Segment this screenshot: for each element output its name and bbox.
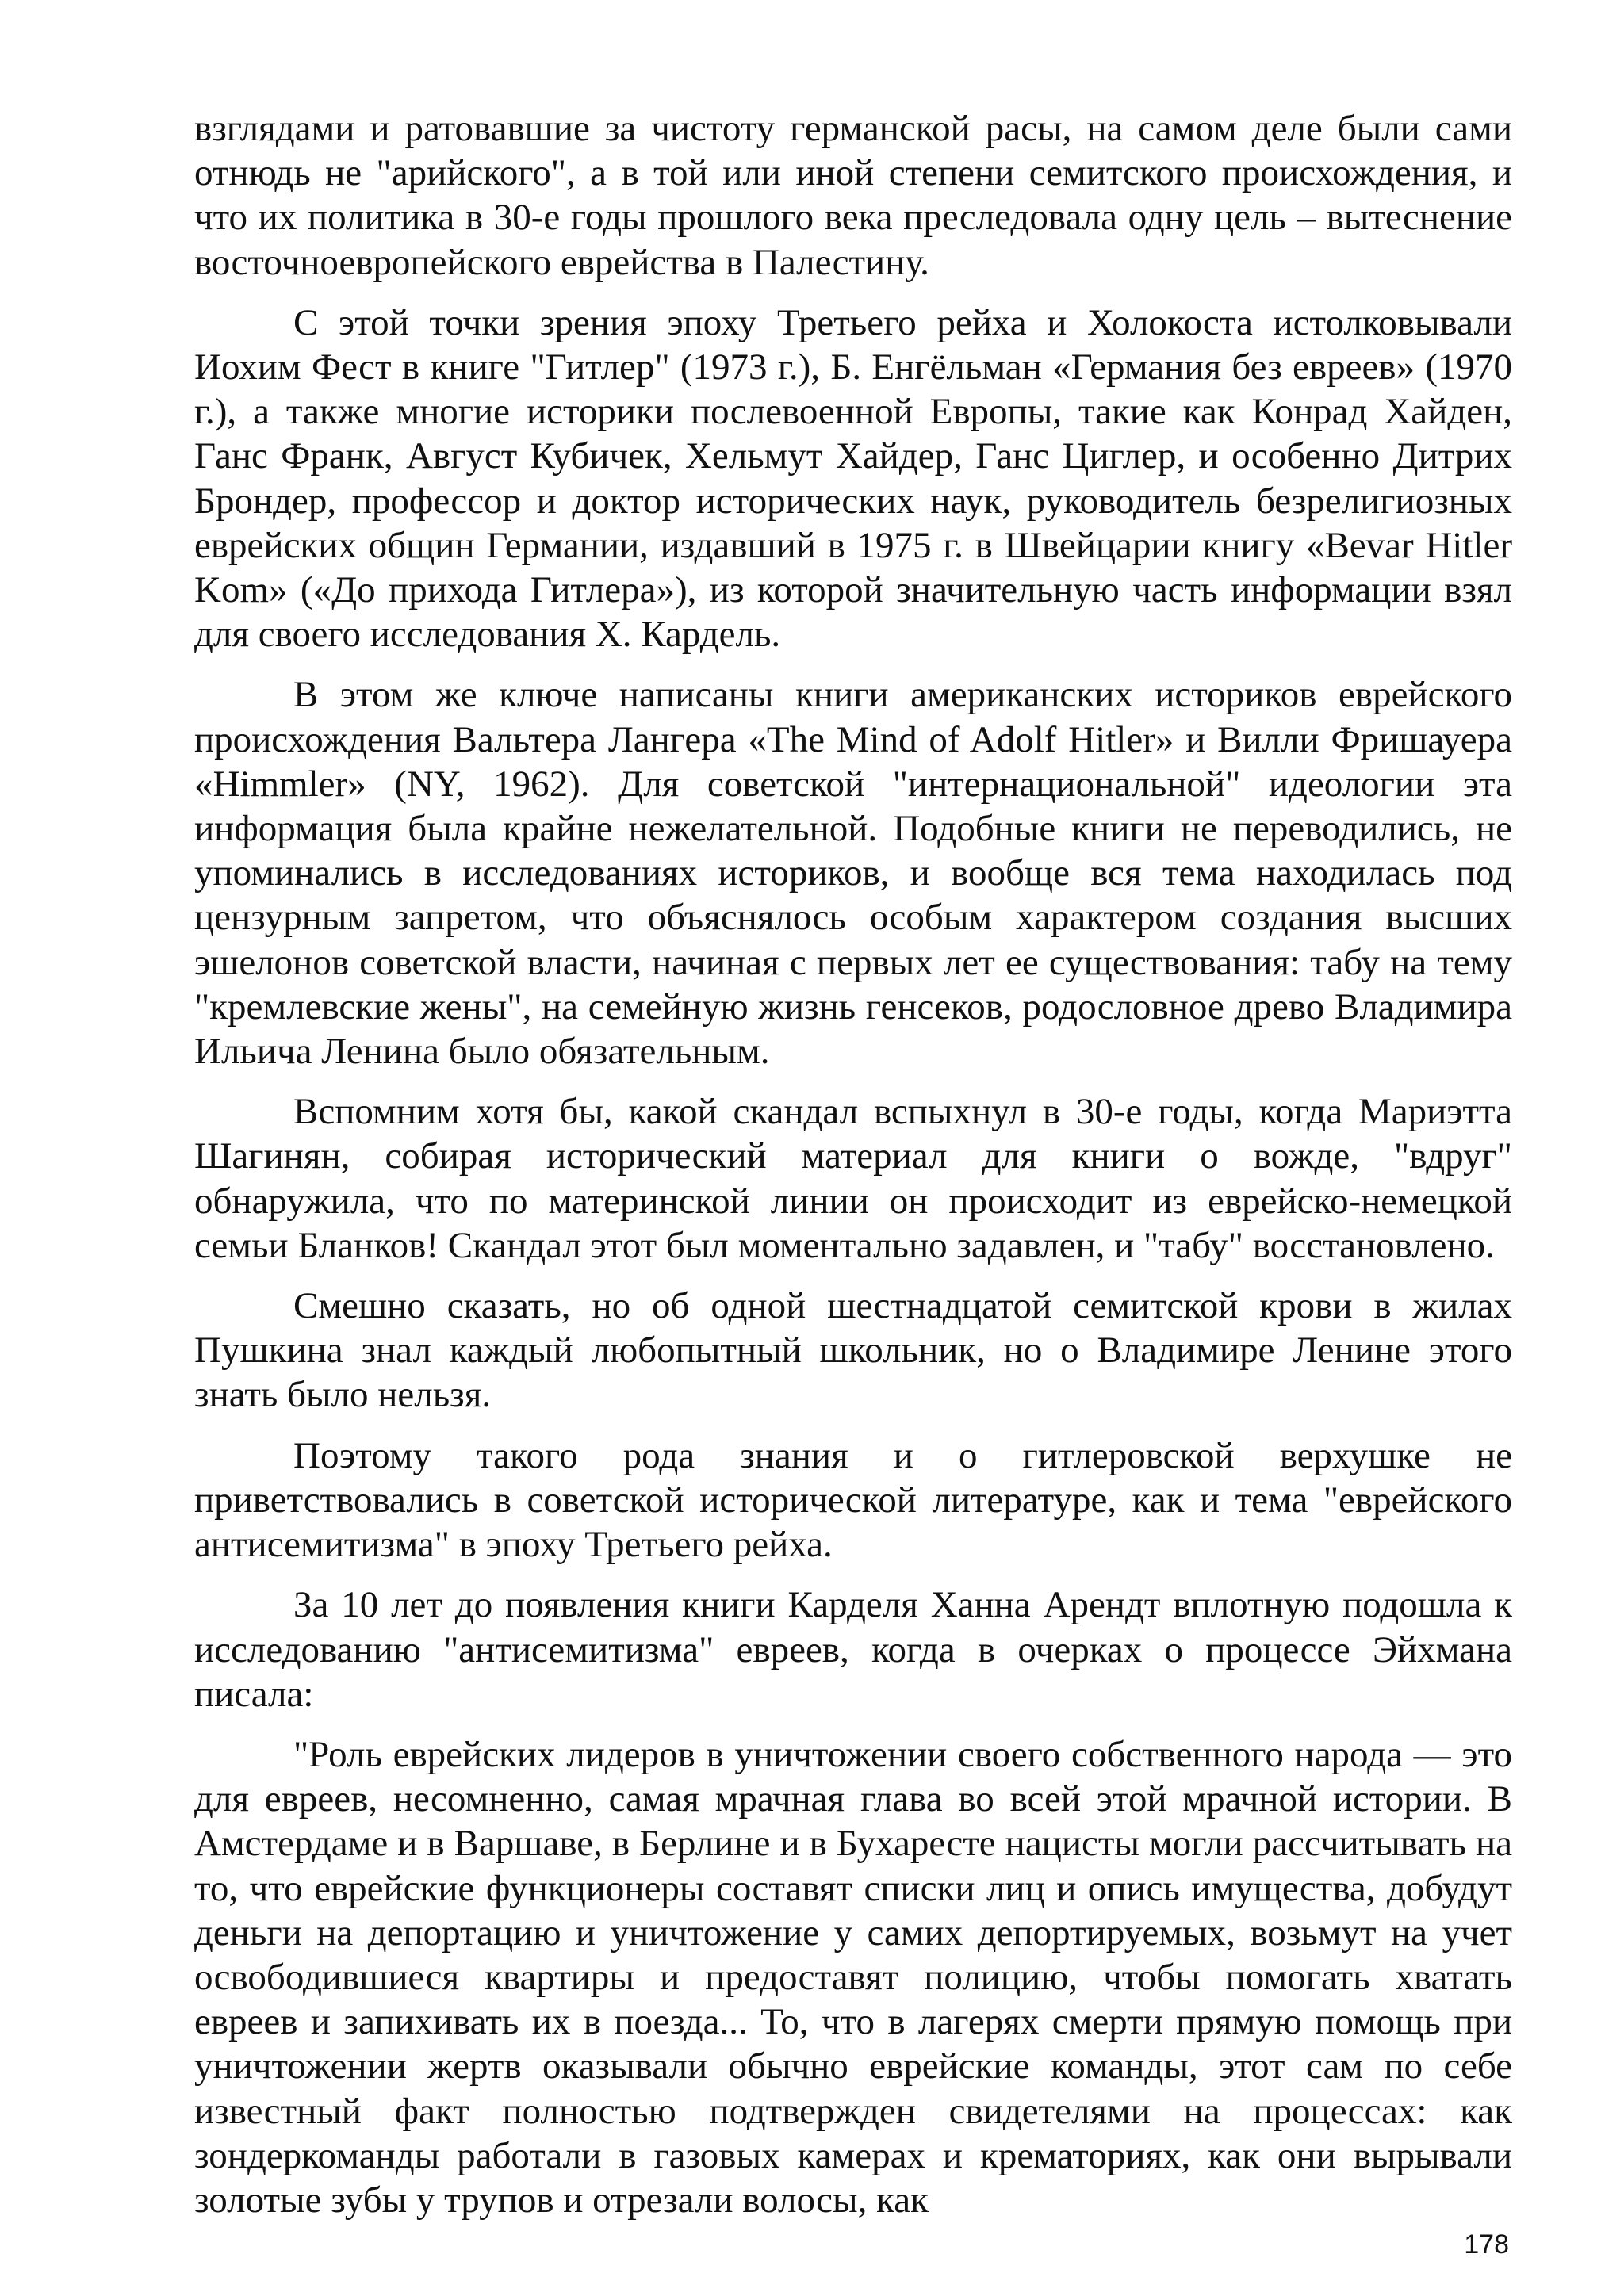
paragraph-continuation: взглядами и ратовавшие за чистоту германской расы, на самом деле были сами отнюдь не "арийского", а в той или иной степени семитского происхождения, и что их политика в 30-е годы прошлого века преследовала одну цель – вытеснение восточноевропейского еврейства в Палестину. bbox=[194, 108, 1512, 283]
page-number: 178 bbox=[1464, 2229, 1509, 2260]
paragraph: Поэтому такого рода знания и о гитлеровской верхушке не приветствовались в советской исторической литературе, как и тема "еврейского антисемитизма" в эпоху Третьего рейха. bbox=[194, 1434, 1512, 1566]
paragraph: В этом же ключе написаны книги американских историков еврейского происхождения Вальтера Лангера «The Mind of Adolf Hitler» и Вилли Фришауера «Himmler» (NY, 1962). Для советской "интернациональной" идеологии эта информация была крайне нежелательной. Подобные книги не переводились, не упоминались в исследованиях историков, и вообще вся тема находилась под цензурным запретом, что объяснялось особым характером создания высших эшелонов советской власти, начиная с первых лет ее существования: табу на тему "кремлевские жены", на семейную жизнь генсеков, родословное древо Владимира Ильича Ленина было обязательным. bbox=[194, 674, 1512, 1073]
paragraph: Вспомним хотя бы, какой скандал вспыхнул в 30-е годы, когда Мариэтта Шагинян, собирая исторический материал для книги о вожде, "вдруг" обнаружила, что по материнской линии он происходит из еврейско-немецкой семьи Бланков! Скандал этот был моментально задавлен, и "табу" восстановлено. bbox=[194, 1091, 1512, 1266]
paragraph: Смешно сказать, но об одной шестнадцатой семитской крови в жилах Пушкина знал каждый любопытный школьник, но о Владимире Ленине этого знать было нельзя. bbox=[194, 1285, 1512, 1416]
quote-paragraph: "Роль еврейских лидеров в уничтожении своего собственного народа — это для евреев, несомненно, самая мрачная глава во всей этой мрачной истории. В Амстердаме и в Варшаве, в Берлине и в Бухаресте нацисты могли рассчитывать на то, что еврейские функционеры составят списки лиц и опись имущества, добудут деньги на депортацию и уничтожение у самих депортируемых, возьмут на учет освободившиеся квартиры и предоставят полицию, чтобы помогать хватать евреев и запихивать их в поезда... То, что в лагерях смерти прямую помощь при уничтожении жертв оказывали обычно еврейские команды, этот сам по себе известный факт полностью подтвержден свидетелями на процессах: как зондеркоманды работали в газовых камерах и крематориях, как они вырывали золотые зубы у трупов и отрезали волосы, как bbox=[194, 1733, 1512, 2221]
paragraph: С этой точки зрения эпоху Третьего рейха и Холокоста истолковывали Иохим Фест в книге "Гитлер" (1973 г.), Б. Енгёльман «Германия без евреев» (1970 г.), а также многие историки послевоенной Европы, такие как Конрад Хайден, Ганс Франк, Август Кубичек, Хельмут Хайдер, Ганс Циглер, и особенно Дитрих Брондер, профессор и доктор исторических наук, руководитель безрелигиозных еврейских общин Германии, издавший в 1975 г. в Швейцарии книгу «Bevar Hitler Kom» («До прихода Гитлера»), из которой значительную часть информации взял для своего исследования Х. Кардель. bbox=[194, 301, 1512, 656]
body-text bbox=[194, 106, 1512, 2238]
paragraph: За 10 лет до появления книги Карделя Ханна Арендт вплотную подошла к исследованию "антисемитизма" евреев, когда в очерках о процессе Эйхмана писала: bbox=[194, 1584, 1512, 1715]
